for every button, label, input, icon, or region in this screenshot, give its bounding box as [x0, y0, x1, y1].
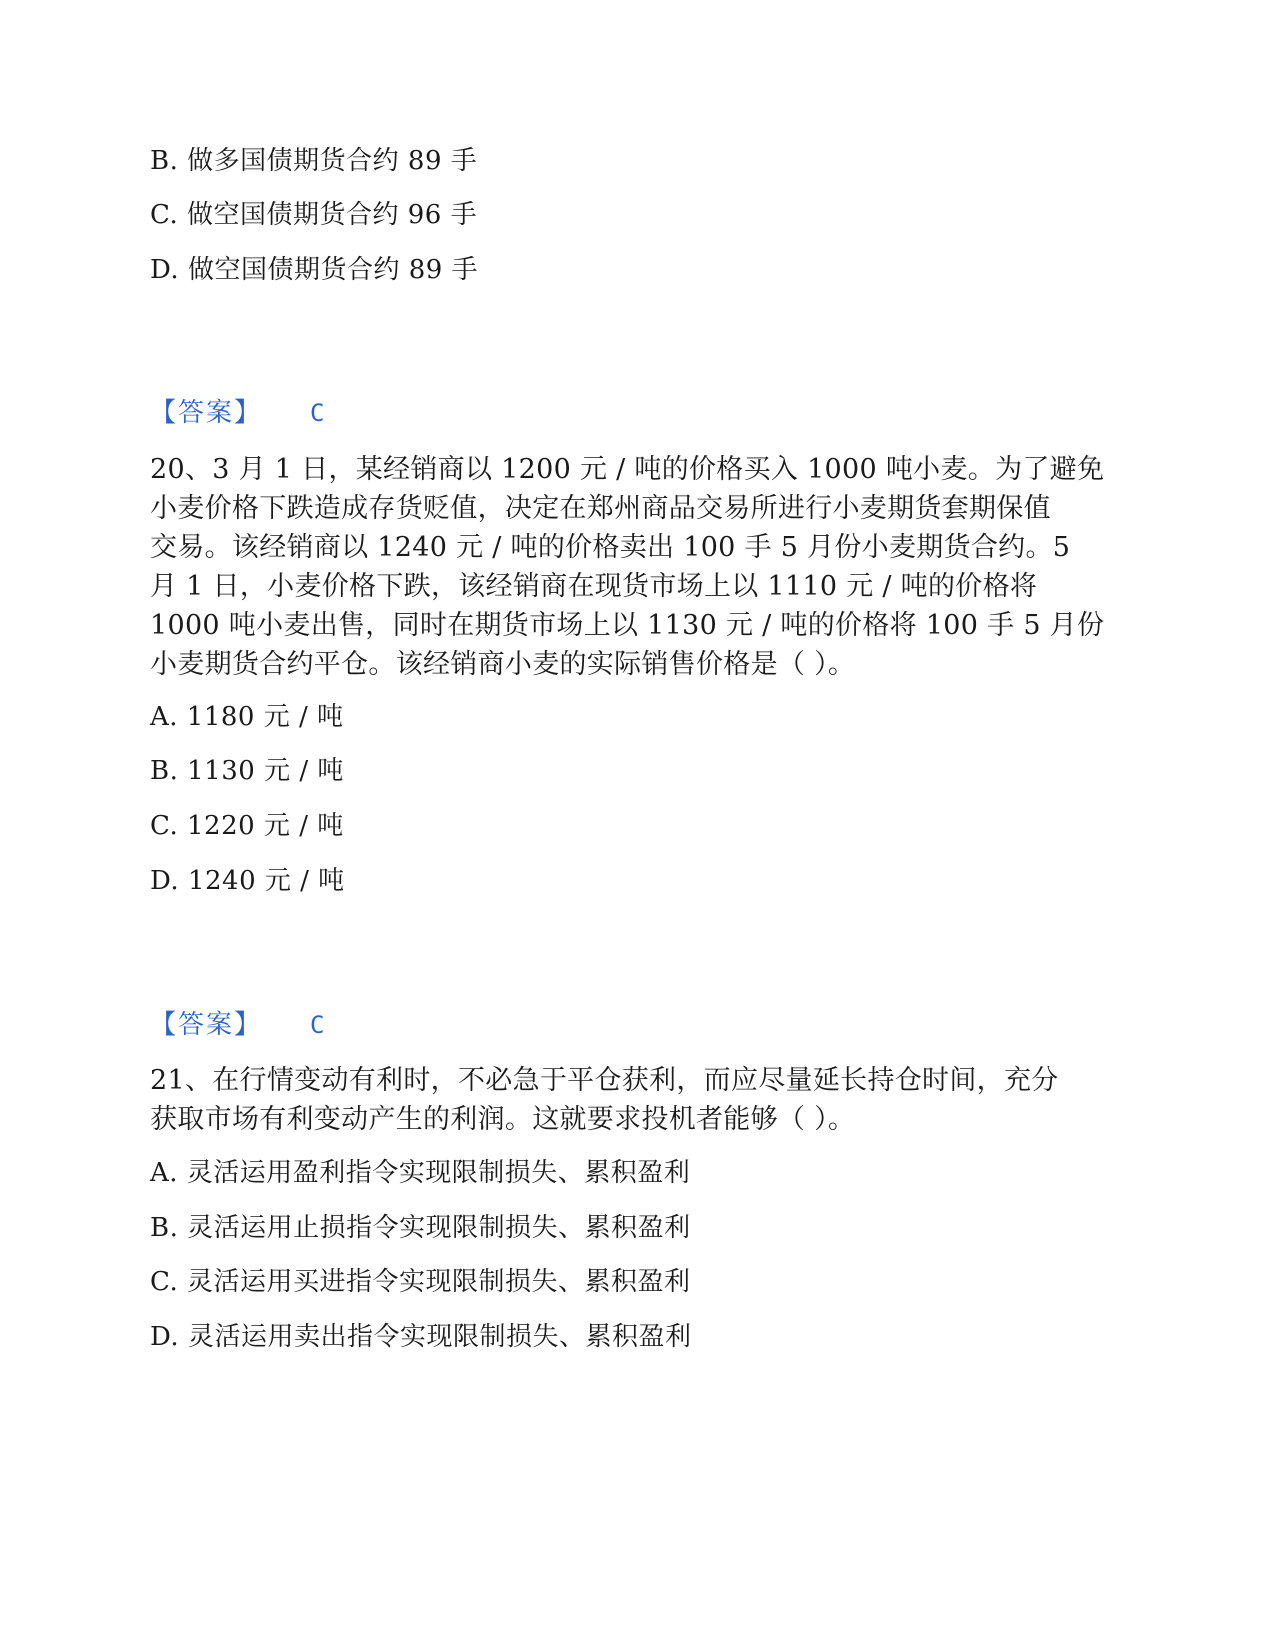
answer-tag: 【答案】: [150, 1010, 263, 1040]
q20-stem: [150, 450, 1125, 684]
q20-option-b: B. 1130 元 / 吨: [150, 756, 344, 786]
q19-option-d: D. 做空国债期货合约 89 手: [150, 255, 479, 285]
q20-line-5: 1000 吨小麦出售，同时在期货市场上以 1130 元 / 吨的价格将 100 手 5 月份: [150, 610, 1105, 641]
q20-line-6: 小麦期货合约平仓。该经销商小麦的实际销售价格是（ ）。: [150, 649, 856, 680]
q21-option-c: C. 灵活运用买进指令实现限制损失、累积盈利: [150, 1267, 691, 1297]
q21-line-1: 21、在行情变动有利时，不必急于平仓获利，而应尽量延长持仓时间，充分: [150, 1065, 1059, 1096]
q20-option-a: A. 1180 元 / 吨: [150, 702, 344, 732]
q19-answer: [150, 394, 324, 432]
q19-option-b: B. 做多国债期货合约 89 手: [150, 146, 478, 176]
answer-value: C: [310, 1011, 325, 1039]
q20-answer: [150, 1006, 324, 1044]
q19-option-c: C. 做空国债期货合约 96 手: [150, 200, 478, 230]
q21-line-2: 获取市场有利变动产生的利润。这就要求投机者能够（ ）。: [150, 1104, 856, 1135]
q21-option-d: D. 灵活运用卖出指令实现限制损失、累积盈利: [150, 1322, 692, 1352]
q20-line-4: 月 1 日，小麦价格下跌，该经销商在现货市场上以 1110 元 / 吨的价格将: [150, 571, 1038, 602]
answer-value: C: [310, 399, 325, 427]
q21-option-a: A. 灵活运用盈利指令实现限制损失、累积盈利: [150, 1158, 691, 1188]
q20-option-d: D. 1240 元 / 吨: [150, 866, 345, 896]
q21-stem: [150, 1061, 1125, 1139]
q20-line-2: 小麦价格下跌造成存货贬值，决定在郑州商品交易所进行小麦期货套期保值: [150, 493, 1051, 524]
answer-tag: 【答案】: [150, 398, 263, 428]
q21-option-b: B. 灵活运用止损指令实现限制损失、累积盈利: [150, 1213, 691, 1243]
q20-line-1: 20、3 月 1 日，某经销商以 1200 元 / 吨的价格买入 1000 吨小麦。为了避免: [150, 454, 1105, 485]
q20-line-3: 交易。该经销商以 1240 元 / 吨的价格卖出 100 手 5 月份小麦期货合约。5: [150, 532, 1071, 563]
q20-option-c: C. 1220 元 / 吨: [150, 811, 344, 841]
